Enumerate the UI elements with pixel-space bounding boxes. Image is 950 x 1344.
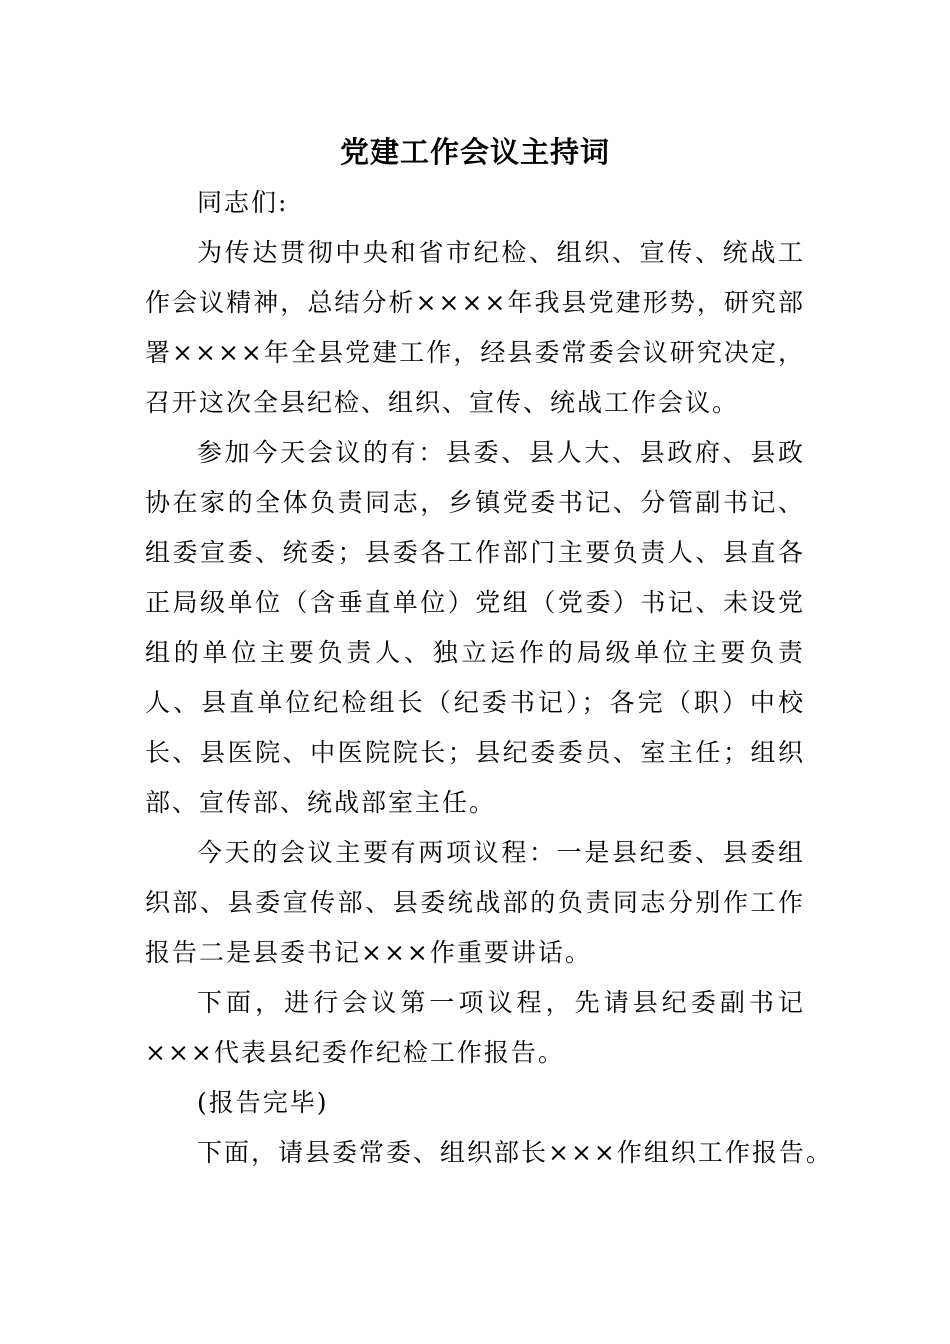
paragraph-agenda: 今天的会议主要有两项议程：一是县纪委、县委组织部、县委宣传部、县委统战部的负责同志分别作工作报告二是县委书记×××作重要讲话。 [145,838,805,967]
paragraph-purpose: 为传达贯彻中央和省市纪检、组织、宣传、统战工作会议精神，总结分析××××年我县党建形势，研究部署××××年全县党建工作，经县委常委会议研究决定，召开这次全县纪检、组织、宣传、统战工作会议。 [145,238,805,417]
paragraph-report-complete: (报告完毕) [197,1088,329,1117]
paragraph-organization-report: 下面，请县委常委、组织部长×××作组织工作报告。 [197,1138,833,1167]
paragraph-attendees: 参加今天会议的有：县委、县人大、县政府、县政协在家的全体负责同志，乡镇党委书记、分管副书记、组委宣委、统委；县委各工作部门主要负责人、县直各正局级单位（含垂直单位）党组（党委）书记、未设党组的单位主要负责人、独立运作的局级单位主要负责人、县直单位纪检组长（纪委书记）；各完（职）中校长、县医院、中医院院长；县纪委委员、室主任；组织部、宣传部、统战部室主任。 [145,438,805,817]
paragraph-first-item: 下面，进行会议第一项议程，先请县纪委副书记×××代表县纪委作纪检工作报告。 [145,988,805,1067]
salutation: 同志们: [197,188,289,217]
document-title: 党建工作会议主持词 [339,135,610,169]
document-body [145,178,833,1178]
